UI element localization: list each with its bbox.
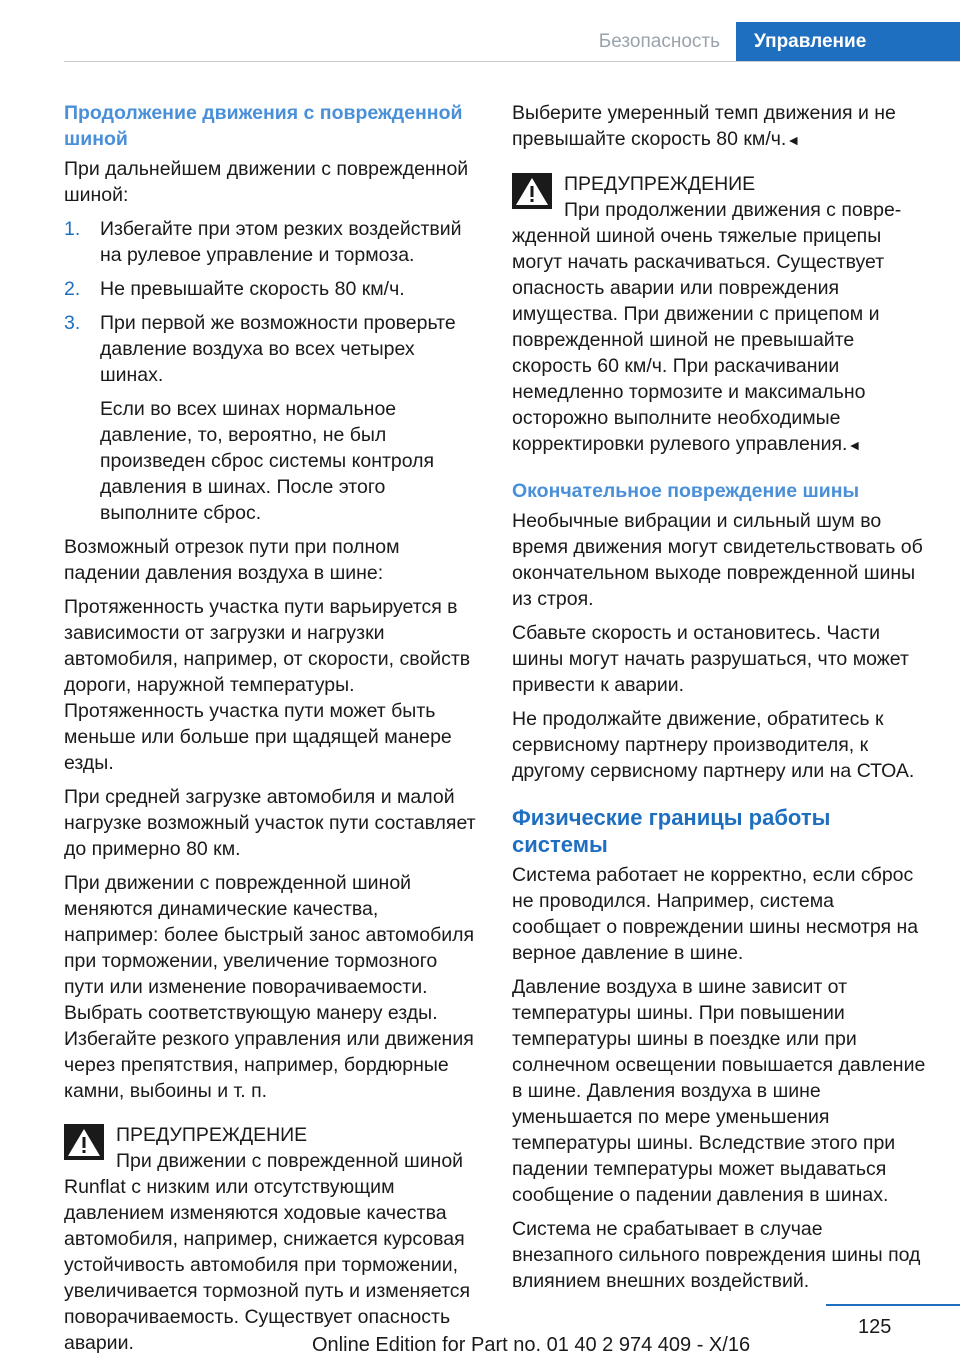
step-text: Избегайте при этом резких воздействий на рулевое управление и тормоза. [100, 218, 462, 266]
page-number: 125 [858, 1316, 892, 1338]
paragraph: Давление воздуха в шине зависит от температуры шины. При повышении температуры шины в поездке или при солнечном освещении повышается давление в шине. Давления воздуха в шине уменьшается по мере уменьшения температуры шины. Вследствие этого при падении температуры может выдаваться сообщение о падении давления в шинах. [512, 976, 926, 1206]
header-divider [64, 61, 960, 62]
steps-list [64, 216, 476, 526]
end-mark-icon: ◄ [786, 132, 801, 148]
paragraph: Протяженность участка пути варьируется в зависимости от загрузки и нагрузки автомобиля, например, от скорости, свойств дороги, наружной температуры. Протяженность участка пути может быть меньше или больше при щадящей манере езды. [64, 596, 471, 774]
warning-block [64, 1122, 476, 1356]
paragraph: Система не срабатывает в случае внезапного сильного повреждения шины под влиянием внешних воздействий. [512, 1218, 921, 1292]
warning-text: Runflat с низким или отсутствующим давлением изменяются ходовые качества автомобиля, например, снижается курсовая устойчивость автомобиля при торможении, увеличивается тормозной путь и изменяется поворачиваемость. Существует опасность аварии. [64, 1176, 471, 1354]
warning-first-line: При продолжении движения с повре- [564, 199, 902, 221]
tab-operation[interactable]: Управление [736, 22, 960, 62]
paragraph: При движении с поврежденной шиной меняются динамические качества, например: более быстрый занос автомобиля при торможении, увеличение тормозного пути или изменение поворачиваемости. Выбрать соответствующую манеру езды. Избегайте резкого управления или движения через препятствия, например, бордюрные камни, выбоины и т. п. [64, 872, 475, 1102]
left-column [64, 100, 476, 1364]
warning-title: ПРЕДУПРЕЖДЕНИЕ [564, 173, 756, 195]
list-item [64, 216, 476, 268]
section-title-final-damage: Окончательное повреждение шины [512, 480, 860, 502]
paragraph: Система работает не корректно, если сброс не проводился. Например, система сообщает о повреждении шины несмотря на верное давление в шине. [512, 864, 919, 964]
paragraph: Возможный отрезок пути при полном падении давления воздуха в шине: [64, 536, 400, 584]
step-number: 2. [64, 278, 81, 300]
section-title-system-limits: Физические границы работы системы [512, 805, 831, 857]
step-text: При первой же возможности проверьте давление воздуха во всех четырех шинах. [100, 312, 456, 386]
warning-text [512, 223, 927, 458]
warning-text-body: жденной шиной очень тяжелые прицепы могут начать раскачиваться. Существует опасность аварии или повреждения имущества. При движении с прицепом и поврежденной шиной не превышайте скорость 60 км/ч. При раскачивании немедленно тормозите и максимально осторожно выполните необходимые корректировки рулевого управления. [512, 225, 885, 455]
section-title-continue-driving: Продолжение движения с поврежденной шиной [64, 102, 463, 150]
list-item [64, 310, 476, 526]
paragraph: Сбавьте скорость и остановитесь. Части шины могут начать разрушаться, что может привести к аварии. [512, 622, 909, 696]
warning-block [512, 171, 927, 458]
header-tabs [579, 22, 960, 62]
warning-triangle-icon [64, 1124, 104, 1160]
paragraph [512, 100, 927, 153]
warning-title: ПРЕДУПРЕЖДЕНИЕ [116, 1124, 308, 1146]
intro-paragraph: При дальнейшем движении с поврежденной шиной: [64, 158, 469, 206]
right-column [512, 100, 927, 1302]
warning-triangle-icon [512, 173, 552, 209]
speed-note: Выберите умеренный темп движения и не превышайте скорость 80 км/ч. [512, 102, 896, 150]
step-text: Не превышайте скорость 80 км/ч. [100, 278, 405, 300]
tab-safety[interactable]: Безопасность [579, 22, 736, 62]
paragraph: Не продолжайте движение, обратитесь к сервисному партнеру производителя, к другому сервисному партнеру или на СТОА. [512, 708, 915, 782]
step-number: 3. [64, 312, 81, 334]
paragraph: При средней загрузке автомобиля и малой нагрузке возможный участок пути составляет до примерно 80 км. [64, 786, 476, 860]
list-item [64, 276, 476, 302]
warning-first-line: При движении с поврежденной шиной [116, 1150, 464, 1172]
step-number: 1. [64, 218, 81, 240]
edition-footer: Online Edition for Part no. 01 40 2 974 409 - X/16 [312, 1334, 751, 1356]
paragraph: Необычные вибрации и сильный шум во время движения могут свидетельствовать об окончательном выходе поврежденной шины из строя. [512, 510, 923, 610]
end-mark-icon: ◄ [847, 437, 862, 453]
step-extra-text: Если во всех шинах нормальное давление, то, вероятно, не был произведен сброс системы контроля давления в шинах. После этого выполните сброс. [100, 398, 435, 524]
footer-divider [826, 1304, 960, 1306]
